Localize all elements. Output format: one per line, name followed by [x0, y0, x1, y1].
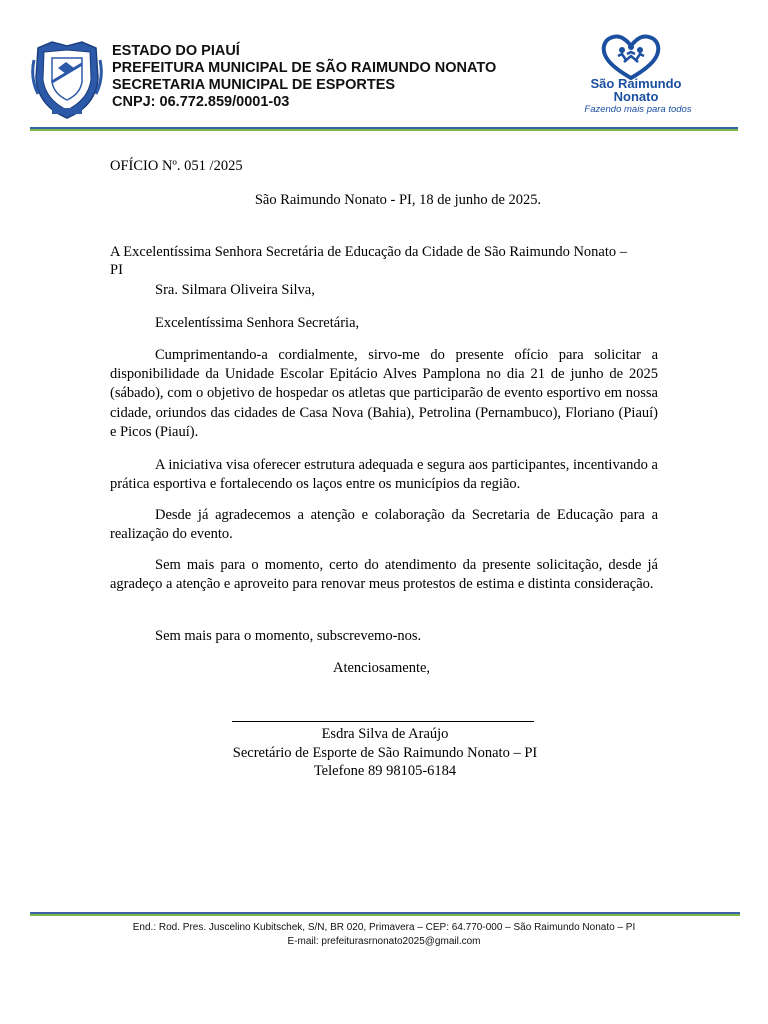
state-name: ESTADO DO PIAUÍ: [112, 43, 240, 59]
heart-people-logo-icon: [600, 34, 662, 80]
place-and-date: São Raimundo Nonato - PI, 18 de junho de 2025.: [254, 192, 542, 208]
paragraph-initiative-text: A iniciativa visa oferecer estrutura adequada e segura aos participantes, incentivando a prática esportiva e fortalecendo os laços entre os municípios da região.: [110, 457, 658, 493]
paragraph-closing-remarks: [110, 556, 658, 594]
letterhead: [0, 0, 768, 130]
state-coat-of-arms-icon: [30, 38, 104, 120]
footer-address: End.: Rod. Pres. Juscelino Kubitschek, S/N, BR 020, Primavera – CEP: 64.770-000 – São Raimundo Nonato – PI: [132, 922, 636, 933]
department-name: SECRETARIA MUNICIPAL DE ESPORTES: [112, 77, 396, 93]
paragraph-closing-remarks-text: Sem mais para o momento, certo do atendimento da presente solicitação, desde já agradeço a atenção e aproveito para renovar meus protestos de estima e distinta consideração.: [110, 557, 658, 593]
recipient-line-2: PI: [110, 262, 123, 278]
paragraph-request-text: Cumprimentando-a cordialmente, sirvo-me do presente ofício para solicitar a disponibilidade da Unidade Escolar Epitácio Alves Pamplona no dia 21 de junho de 2025 (sábado), com o objetivo de hospedar os atletas que participarão de evento esportivo em nossa cidade, oriundos das cidades de Casa Nova (Bahia), Petrolina (Pernambuco), Floriano (Piauí) e Picos (Piauí).: [110, 347, 658, 440]
letter-reference: OFÍCIO Nº. 051 /2025: [110, 158, 243, 174]
signer-title: Secretário de Esporte de São Raimundo Nonato – PI: [232, 744, 538, 761]
paragraph-thanks: [110, 506, 658, 544]
header-divider: [30, 127, 738, 131]
paragraph-request: [110, 346, 658, 442]
letterhead-title-block: [112, 43, 496, 111]
logo-city-name-line1: São Raimundo: [590, 76, 682, 91]
logo-city-name-line2: Nonato: [613, 89, 659, 104]
footer-email: E-mail: prefeiturasrnonato2025@gmail.com: [287, 936, 481, 947]
paragraph-subscription-text: Sem mais para o momento, subscrevemo-nos.: [155, 628, 422, 644]
signer-name: Esdra Silva de Araújo: [321, 726, 449, 742]
paragraph-initiative: [110, 456, 658, 494]
signer-phone: Telefone 89 98105-6184: [313, 763, 457, 779]
paragraph-thanks-text: Desde já agradecemos a atenção e colaboração da Secretaria de Educação para a realização do evento.: [110, 507, 658, 543]
cnpj-number: CNPJ: 06.772.859/0001-03: [112, 94, 290, 110]
signature-block: [160, 725, 610, 781]
prefecture-name: PREFEITURA MUNICIPAL DE SÃO RAIMUNDO NONATO: [112, 60, 497, 76]
salutation: Excelentíssima Senhora Secretária,: [155, 315, 360, 331]
closing: Atenciosamente,: [333, 660, 431, 676]
signature-line: [232, 721, 534, 722]
logo-city-name: [578, 77, 694, 103]
recipient-name: Sra. Silmara Oliveira Silva,: [155, 282, 315, 298]
footer: [0, 921, 768, 949]
paragraph-subscription: [110, 627, 658, 646]
logo-slogan: Fazendo mais para todos: [584, 104, 692, 115]
recipient-line-1: A Excelentíssima Senhora Secretária de Educação da Cidade de São Raimundo Nonato –: [110, 244, 628, 260]
footer-divider: [30, 912, 740, 916]
municipality-logo: [578, 34, 698, 120]
